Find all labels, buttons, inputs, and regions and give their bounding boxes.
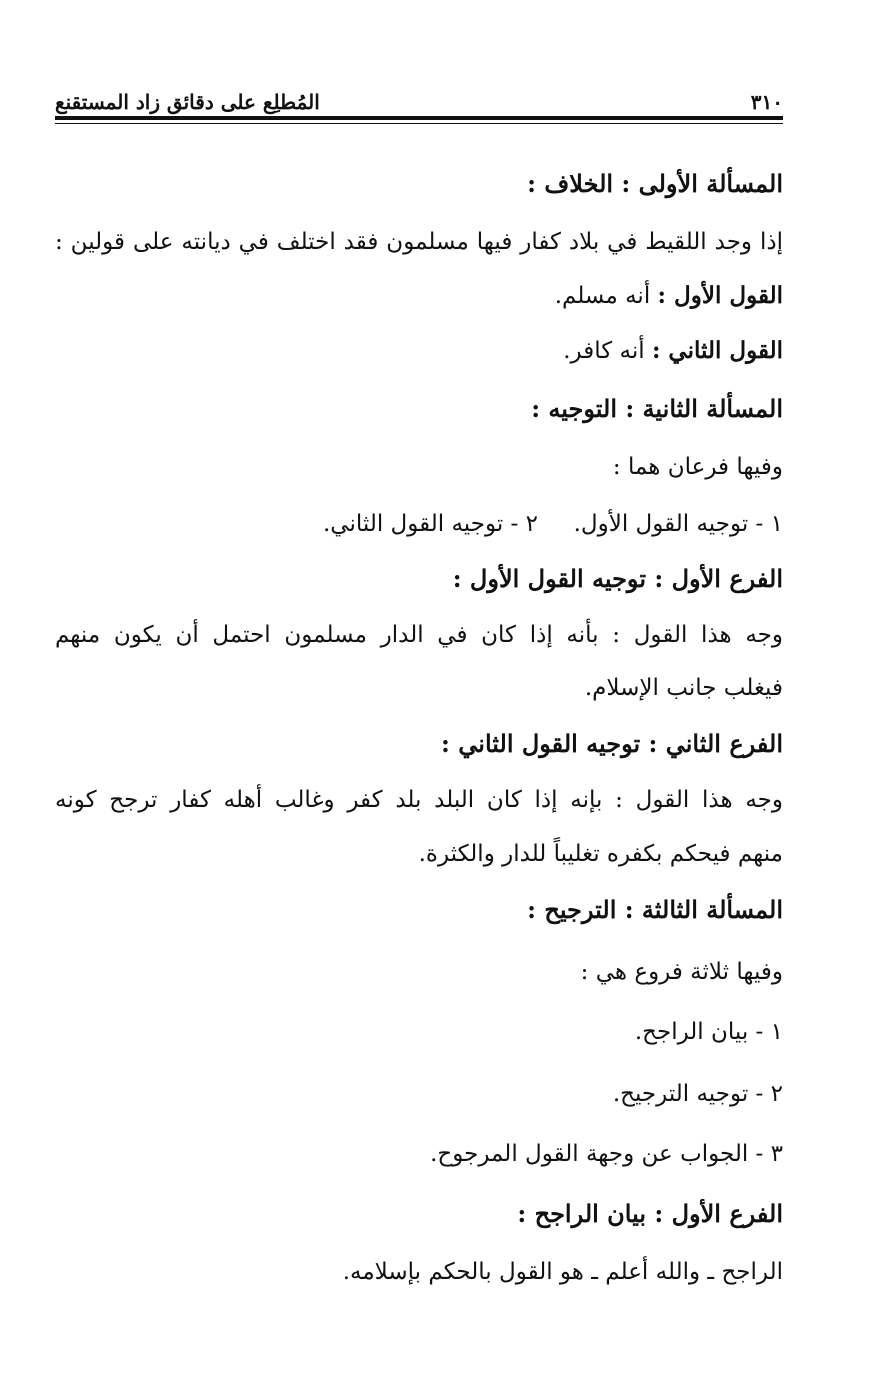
paragraph: وجه هذا القول : بأنه إذا كان في الدار مسلمون احتمل أن يكون منهم xyxy=(55,622,783,648)
paragraph: وجه هذا القول : بإنه إذا كان البلد بلد كفر وغالب أهله كفار ترجح كونه xyxy=(55,787,783,813)
branch-list xyxy=(55,508,783,540)
section-heading: المسألة الثانية : التوجيه : xyxy=(531,394,783,423)
book-title: المُطلِع على دقائق زاد المستقنع xyxy=(55,90,320,114)
running-header xyxy=(55,78,783,114)
list-item: ٢ - توجيه الترجيح. xyxy=(612,1081,783,1107)
branch-heading: الفرع الأول : بيان الراجح : xyxy=(517,1199,783,1228)
list-item: ١ - بيان الراجح. xyxy=(634,1019,783,1045)
list-item: ٢ - توجيه القول الثاني. xyxy=(322,511,538,537)
opinion-two xyxy=(55,335,783,367)
paragraph: الراجح ـ والله أعلم ـ هو القول بالحكم بإسلامه. xyxy=(342,1259,783,1285)
branch-heading: الفرع الأول : توجيه القول الأول : xyxy=(452,564,783,593)
paragraph: فيغلب جانب الإسلام. xyxy=(584,675,783,701)
opinion-one xyxy=(55,280,783,312)
list-item: ١ - توجيه القول الأول. xyxy=(573,511,783,537)
section-heading: المسألة الأولى : الخلاف : xyxy=(527,169,783,198)
list-item: ٣ - الجواب عن وجهة القول المرجوح. xyxy=(430,1141,783,1167)
header-rule-thin xyxy=(55,123,783,124)
header-rule-thick xyxy=(55,116,783,120)
opinion-text: أنه مسلم. xyxy=(554,283,651,309)
paragraph: وفيها ثلاثة فروع هي : xyxy=(580,959,783,985)
paragraph: إذا وجد اللقيط في بلاد كفار فيها مسلمون فقد اختلف في ديانته على قولين : xyxy=(55,229,783,255)
opinion-label: القول الثاني : xyxy=(651,337,783,364)
branch-heading: الفرع الثاني : توجيه القول الثاني : xyxy=(441,729,783,758)
page-number: ٣١٠ xyxy=(750,90,783,114)
paragraph: منهم فيحكم بكفره تغليباً للدار والكثرة. xyxy=(418,841,783,867)
opinion-text: أنه كافر. xyxy=(563,338,645,364)
section-heading: المسألة الثالثة : الترجيح : xyxy=(527,895,783,924)
opinion-label: القول الأول : xyxy=(657,282,783,309)
paragraph: وفيها فرعان هما : xyxy=(612,454,783,480)
